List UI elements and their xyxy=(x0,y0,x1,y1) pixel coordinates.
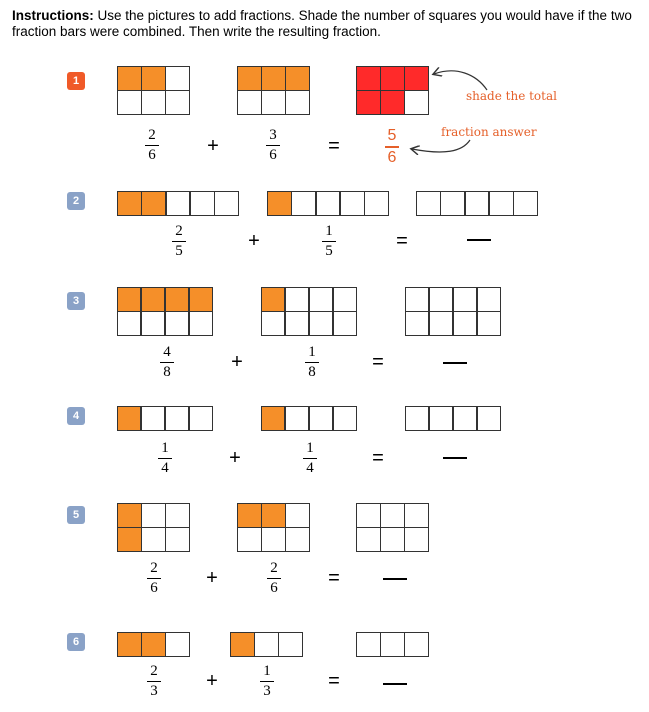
numerator: 2 xyxy=(150,560,158,576)
denominator: 6 xyxy=(387,148,397,166)
instructions-text: Use the pictures to add fractions. Shade the number of squares you would have if the two fraction bars were combined. Then write the resulting fraction. xyxy=(12,8,632,39)
numerator: 1 xyxy=(325,223,333,239)
equals-sign: = xyxy=(328,670,340,692)
shade-total-note: shade the total xyxy=(466,89,557,103)
denominator: 6 xyxy=(269,147,277,163)
equals-sign: = xyxy=(396,230,408,252)
problem-number-4: 4 xyxy=(67,407,85,425)
denominator: 4 xyxy=(161,460,169,476)
equals-sign: = xyxy=(328,135,340,157)
denominator: 5 xyxy=(175,243,183,259)
problem-number-5: 5 xyxy=(67,506,85,524)
plus-sign: + xyxy=(206,567,218,589)
problem-number-3: 3 xyxy=(67,292,85,310)
problem-number-1: 1 xyxy=(67,72,85,90)
denominator: 8 xyxy=(308,364,316,380)
denominator: 6 xyxy=(150,580,158,596)
denominator: 5 xyxy=(325,243,333,259)
equals-sign: = xyxy=(372,351,384,373)
plus-sign: + xyxy=(231,351,243,373)
denominator: 8 xyxy=(163,364,171,380)
denominator: 6 xyxy=(270,580,278,596)
numerator: 2 xyxy=(175,223,183,239)
plus-sign: + xyxy=(207,135,219,157)
denominator: 6 xyxy=(148,147,156,163)
problem-number-2: 2 xyxy=(67,192,85,210)
plus-sign: + xyxy=(206,670,218,692)
plus-sign: + xyxy=(229,447,241,469)
plus-sign: + xyxy=(248,230,260,252)
numerator: 1 xyxy=(306,440,314,456)
numerator: 4 xyxy=(163,344,171,360)
instructions-label: Instructions: xyxy=(12,8,94,23)
numerator: 2 xyxy=(148,127,156,143)
numerator: 1 xyxy=(308,344,316,360)
numerator: 1 xyxy=(263,663,271,679)
fraction-answer-note: fraction answer xyxy=(441,125,537,139)
equals-sign: = xyxy=(328,567,340,589)
arrow-to-total xyxy=(434,71,487,90)
numerator: 3 xyxy=(269,127,277,143)
denominator: 4 xyxy=(306,460,314,476)
numerator: 2 xyxy=(270,560,278,576)
equals-sign: = xyxy=(372,447,384,469)
problem-number-6: 6 xyxy=(67,633,85,651)
numerator: 1 xyxy=(161,440,169,456)
denominator: 3 xyxy=(263,683,271,699)
numerator: 5 xyxy=(387,127,397,144)
denominator: 3 xyxy=(150,683,158,699)
numerator: 2 xyxy=(150,663,158,679)
arrow-to-answer xyxy=(412,140,470,152)
